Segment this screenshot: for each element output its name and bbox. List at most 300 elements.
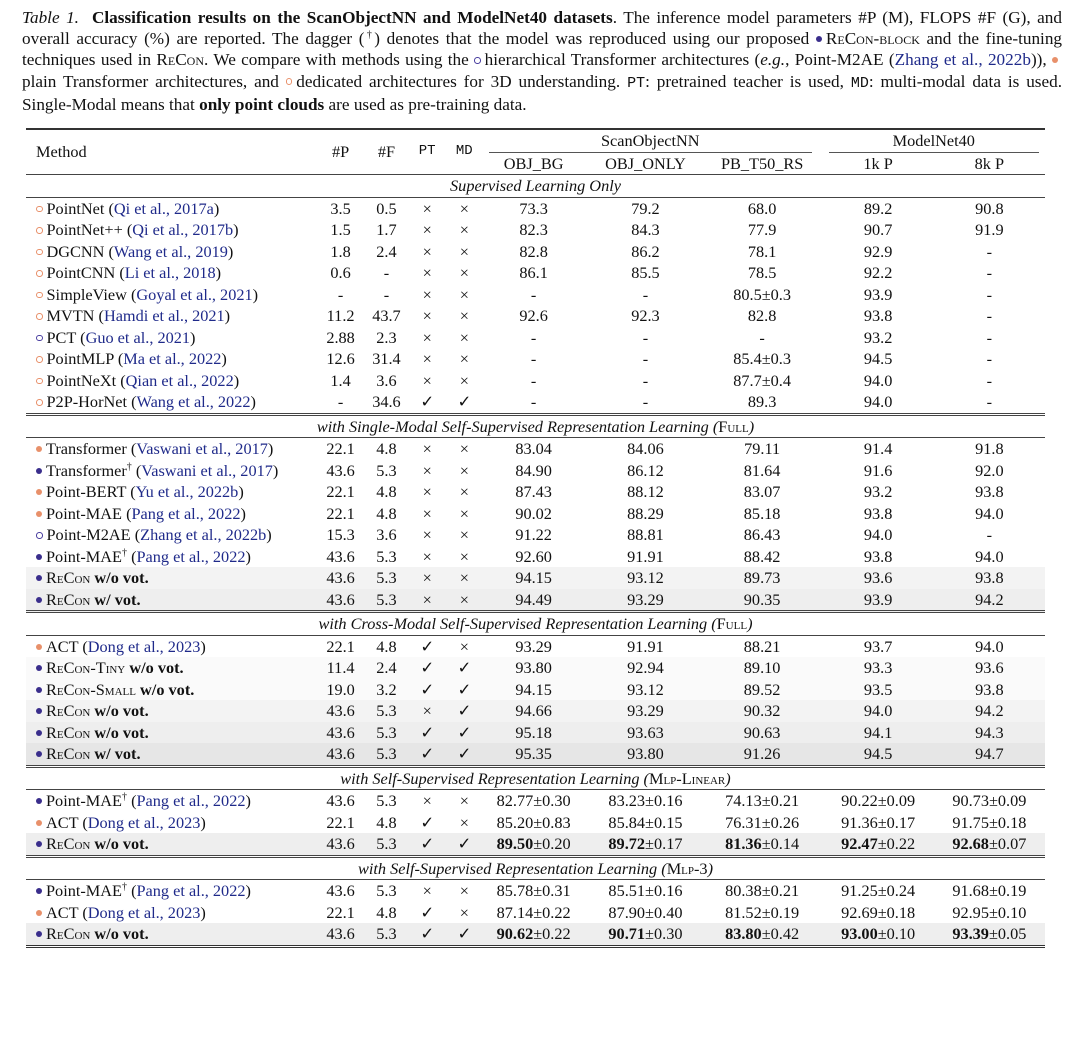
header-col: PB_T50_RS <box>720 153 804 173</box>
accuracy-cell: - <box>642 327 649 347</box>
citation-link[interactable]: Qi et al., 2017b <box>132 220 234 239</box>
accuracy-mean: 90.71 <box>608 924 646 943</box>
dagger-mark: † <box>122 881 127 893</box>
method-name: Point-M2AE <box>46 525 131 544</box>
flops-cell: 2.4 <box>376 241 397 261</box>
hollow-dot-orange-icon <box>36 378 43 385</box>
pt-cell: ✓ <box>420 636 434 656</box>
accuracy-cell: 88.81 <box>627 525 664 544</box>
md-cell: × <box>459 460 469 480</box>
accuracy-cell: 90.8 <box>975 198 1004 218</box>
params-cell: 22.1 <box>326 636 355 656</box>
accuracy-cell: 93.29 <box>627 701 664 720</box>
filled-dot-purple-icon <box>36 597 42 603</box>
accuracy-cell: 93.5 <box>863 679 893 699</box>
accuracy-cell: 88.42 <box>743 546 781 566</box>
flops-cell: 4.8 <box>376 636 397 656</box>
header-col: OBJ_BG <box>503 153 564 173</box>
accuracy-cell <box>707 833 818 856</box>
params-cell: - <box>337 284 344 304</box>
accuracy-cell: 89.10 <box>743 658 781 677</box>
citation-link[interactable]: Pang et al., 2022 <box>136 546 246 566</box>
method-name: ReCon <box>46 589 91 609</box>
method-cell <box>26 743 317 766</box>
flops-cell: 5.3 <box>376 722 397 742</box>
pt-cell: ✓ <box>420 658 434 677</box>
accuracy-cell: 74.13±0.21 <box>725 791 800 810</box>
md-cell: ✓ <box>457 701 472 720</box>
table-row <box>26 700 1045 722</box>
citation-link[interactable]: Zhang et al., 2022b <box>140 525 267 544</box>
accuracy-cell: - <box>986 327 993 347</box>
flops-cell: 3.2 <box>376 679 397 699</box>
md-cell: × <box>459 370 469 390</box>
accuracy-cell: 85.4±0.3 <box>733 349 791 368</box>
accuracy-cell <box>934 923 1045 946</box>
method-cell: PointCNN (Li et al., 2018) <box>26 262 317 284</box>
accuracy-cell: 93.8 <box>863 503 893 523</box>
method-name: Point-MAE <box>46 791 122 810</box>
pt-cell: ✓ <box>420 744 434 763</box>
md-cell: × <box>459 546 469 566</box>
filled-dot-purple-icon <box>36 708 42 714</box>
accuracy-cell: 94.1 <box>863 722 893 742</box>
pt-cell: × <box>422 241 432 261</box>
filled-dot-purple-icon <box>36 798 42 804</box>
accuracy-cell: 78.1 <box>747 241 777 261</box>
flops-cell: 31.4 <box>372 349 401 368</box>
accuracy-cell: 94.5 <box>863 744 893 763</box>
md-cell: × <box>459 568 469 587</box>
md-cell: × <box>459 220 469 239</box>
accuracy-cell: 89.2 <box>863 198 893 218</box>
method-name: ReCon-Small <box>46 679 136 699</box>
md-cell: × <box>459 482 469 501</box>
table-row <box>26 567 1045 589</box>
params-cell: 3.5 <box>330 198 351 218</box>
method-cell: ACT (Dong et al., 2023) <box>26 635 317 657</box>
accuracy-std: ±0.42 <box>761 924 800 943</box>
accuracy-cell: 85.84±0.15 <box>608 812 683 832</box>
md-cell: × <box>459 241 469 261</box>
accuracy-cell: - <box>642 284 649 304</box>
citation-link[interactable]: Qian et al., 2022 <box>125 370 234 390</box>
filled-dot-purple-icon <box>36 554 42 560</box>
flops-cell: 2.4 <box>376 658 397 677</box>
recon-marker-icon <box>816 36 822 42</box>
hollow-dot-purple-icon <box>36 335 43 342</box>
accuracy-cell: 85.51±0.16 <box>608 881 683 900</box>
accuracy-cell: 84.90 <box>515 460 552 480</box>
header-params: #P <box>317 129 364 175</box>
accuracy-cell: - <box>642 370 649 390</box>
md-cell: ✓ <box>457 679 472 699</box>
md-cell: × <box>459 636 469 656</box>
method-cell: Point-M2AE (Zhang et al., 2022b) <box>26 524 317 546</box>
params-cell: - <box>337 392 344 411</box>
citation-link[interactable]: Guo et al., 2021 <box>85 327 191 347</box>
flops-cell: 5.3 <box>376 881 397 900</box>
pt-cell: × <box>422 439 432 458</box>
table-row <box>26 348 1045 370</box>
accuracy-cell: 94.15 <box>515 679 552 699</box>
method-variant: w/ vot. <box>94 744 141 763</box>
citation-link[interactable]: Pang et al., 2022 <box>131 503 241 523</box>
section-title: with Single-Modal Self-Supervised Representation Learning <box>316 416 709 436</box>
table-row <box>26 790 1045 812</box>
section-protocol: Full <box>716 614 748 633</box>
method-cell: PointNet (Qi et al., 2017a) <box>26 197 317 219</box>
flops-cell: - <box>383 284 390 304</box>
filled-dot-orange-icon <box>36 644 42 650</box>
flops-cell: 5.3 <box>376 568 397 587</box>
accuracy-cell: 93.6 <box>863 568 893 587</box>
table-row <box>26 481 1045 503</box>
params-cell: 22.1 <box>326 482 355 501</box>
pt-cell: ✓ <box>420 679 434 699</box>
table-row <box>26 305 1045 327</box>
params-cell: 43.6 <box>326 834 355 853</box>
filled-dot-orange-icon <box>36 511 42 517</box>
method-cell <box>26 833 317 856</box>
accuracy-cell: - <box>530 327 537 347</box>
method-cell: SimpleView (Goyal et al., 2021) <box>26 284 317 306</box>
method-cell: Transformer (Vaswani et al., 2017) <box>26 438 317 460</box>
method-cell <box>26 722 317 744</box>
accuracy-cell <box>584 923 706 946</box>
method-name: ReCon <box>46 568 91 587</box>
caption-title: Classification results on the ScanObjectNN and ModelNet40 datasets <box>91 8 613 27</box>
accuracy-mean: 89.72 <box>608 834 646 853</box>
accuracy-cell: 82.77±0.30 <box>496 791 571 810</box>
pt-cell: ✓ <box>409 923 446 946</box>
method-cell: MVTN (Hamdi et al., 2021) <box>26 305 317 327</box>
accuracy-cell: 93.12 <box>627 679 664 699</box>
accuracy-cell: - <box>986 370 993 390</box>
citation-link[interactable]: Vaswani et al., 2017 <box>141 460 273 480</box>
method-name: PCT <box>46 327 77 347</box>
citation-link[interactable]: Dong et al., 2023 <box>87 636 201 656</box>
accuracy-cell: - <box>986 284 993 304</box>
table-row <box>26 370 1045 392</box>
method-name: SimpleView <box>46 284 127 304</box>
method-cell <box>26 700 317 722</box>
params-cell: 12.6 <box>326 349 355 368</box>
accuracy-cell: 79.2 <box>631 198 660 218</box>
accuracy-cell: - <box>986 349 993 368</box>
citation-link[interactable]: Dong et al., 2023 <box>87 902 201 922</box>
pt-cell: × <box>422 482 432 501</box>
method-name: PointNet++ <box>46 220 123 239</box>
accuracy-cell: 93.8 <box>975 568 1004 587</box>
accuracy-cell: 85.20±0.83 <box>496 812 571 832</box>
pt-cell: × <box>422 263 432 282</box>
table-row <box>26 241 1045 263</box>
pt-cell: × <box>422 460 432 480</box>
method-cell: PointNet++ (Qi et al., 2017b) <box>26 219 317 241</box>
table-row <box>26 635 1045 657</box>
md-cell: × <box>459 812 469 832</box>
flops-cell: 4.8 <box>376 482 397 501</box>
table-row <box>26 589 1045 612</box>
accuracy-std: ±0.10 <box>877 924 916 943</box>
accuracy-cell: 81.52±0.19 <box>725 902 800 922</box>
accuracy-cell: 94.0 <box>863 370 893 390</box>
flops-cell: 2.3 <box>376 327 397 347</box>
flops-cell: 5.3 <box>376 834 397 853</box>
filled-dot-orange-icon <box>36 446 42 452</box>
accuracy-cell: 91.8 <box>975 439 1004 458</box>
hollow-dot-purple-icon <box>36 532 43 539</box>
accuracy-cell: 82.8 <box>519 241 548 261</box>
method-cell: PointMLP (Ma et al., 2022) <box>26 348 317 370</box>
method-cell: P2P-HorNet (Wang et al., 2022) <box>26 391 317 414</box>
accuracy-std: ±0.20 <box>533 834 571 853</box>
pt-cell: × <box>422 701 432 720</box>
citation-link[interactable]: Yu et al., 2022b <box>135 482 239 501</box>
md-cell: × <box>459 198 469 218</box>
citation-link[interactable]: Goyal et al., 2021 <box>136 284 253 304</box>
accuracy-cell: 87.43 <box>515 482 552 501</box>
accuracy-cell: 90.35 <box>743 589 781 609</box>
dagger-mark: † <box>122 791 127 803</box>
method-cell: PointNeXt (Qian et al., 2022) <box>26 370 317 392</box>
method-cell <box>26 589 317 612</box>
table-row <box>26 197 1045 219</box>
accuracy-cell: 85.78±0.31 <box>496 881 571 900</box>
filled-dot-purple-icon <box>36 687 42 693</box>
accuracy-cell <box>823 923 934 946</box>
pt-cell: × <box>422 791 432 810</box>
citation-link[interactable]: Qi et al., 2017a <box>113 198 214 218</box>
accuracy-cell: 93.9 <box>863 589 893 609</box>
accuracy-cell: 84.3 <box>631 220 660 239</box>
accuracy-cell: 93.29 <box>627 589 664 609</box>
accuracy-cell: 90.63 <box>743 722 781 742</box>
section-protocol: Full <box>718 416 749 436</box>
header-col: 1k P <box>863 153 893 173</box>
pt-cell: × <box>422 568 432 587</box>
accuracy-cell: - <box>530 370 537 390</box>
md-cell: × <box>459 589 469 609</box>
table-row <box>26 219 1045 241</box>
accuracy-cell: 94.15 <box>515 568 552 587</box>
method-cell: ACT (Dong et al., 2023) <box>26 902 317 924</box>
filled-dot-purple-icon <box>36 888 42 894</box>
accuracy-cell: 76.31±0.26 <box>725 812 800 832</box>
flops-cell: 34.6 <box>372 392 401 411</box>
accuracy-cell <box>707 923 818 946</box>
accuracy-cell: 93.8 <box>863 546 893 566</box>
accuracy-mean: 83.80 <box>725 924 762 943</box>
citation-link[interactable]: Pang et al., 2022 <box>136 881 246 900</box>
pt-cell: × <box>422 220 432 239</box>
section-header: with Self-Supervised Representation Learning (Mlp-3) <box>26 856 1045 880</box>
accuracy-cell: 95.18 <box>515 722 552 742</box>
accuracy-cell: 93.8 <box>975 482 1004 501</box>
accuracy-cell: 94.0 <box>863 701 893 720</box>
accuracy-cell: 91.6 <box>863 460 893 480</box>
method-variant: w/o vot. <box>94 722 149 742</box>
accuracy-cell: 91.9 <box>975 220 1004 239</box>
accuracy-cell: 78.5 <box>747 263 777 282</box>
accuracy-cell <box>483 923 584 946</box>
params-cell: 43.6 <box>326 460 355 480</box>
results-table <box>26 128 1045 948</box>
filled-dot-purple-icon <box>36 931 42 937</box>
accuracy-cell: 92.95±0.10 <box>952 902 1027 922</box>
citation-link[interactable]: Vaswani et al., 2017 <box>136 439 268 458</box>
accuracy-cell: 88.12 <box>627 482 664 501</box>
table-row <box>26 722 1045 744</box>
params-cell: 15.3 <box>326 525 355 544</box>
accuracy-cell: 93.2 <box>863 327 893 347</box>
accuracy-cell: - <box>530 284 537 304</box>
method-name: ReCon <box>46 924 91 943</box>
citation-link[interactable]: Hamdi et al., 2021 <box>103 306 225 325</box>
accuracy-cell: 68.0 <box>747 198 777 218</box>
params-cell: 43.6 <box>326 722 355 742</box>
accuracy-cell: - <box>642 392 649 411</box>
params-cell: 1.4 <box>330 370 351 390</box>
method-name: ReCon-Tiny <box>46 658 126 677</box>
params-cell: 43.6 <box>326 568 355 587</box>
params-cell: 43.6 <box>326 546 355 566</box>
hollow-dot-orange-icon <box>36 249 43 256</box>
table-row <box>26 657 1045 679</box>
citation-link[interactable]: Ma et al., 2022 <box>123 349 222 368</box>
params-cell: 43.6 <box>326 881 355 900</box>
md-cell: ✓ <box>446 923 483 946</box>
accuracy-mean: 92.47 <box>841 834 878 853</box>
table-row <box>26 679 1045 701</box>
citation-link[interactable]: Dong et al., 2023 <box>87 812 201 832</box>
accuracy-cell: 90.22±0.09 <box>841 791 916 810</box>
method-variant: w/o vot. <box>140 679 195 699</box>
accuracy-cell: 80.38±0.21 <box>725 881 800 900</box>
citation-link[interactable]: Pang et al., 2022 <box>136 791 246 810</box>
table-body <box>26 175 1045 947</box>
accuracy-cell: 91.22 <box>515 525 552 544</box>
method-name: PointCNN <box>46 263 116 282</box>
accuracy-cell: 93.2 <box>863 482 893 501</box>
filled-dot-orange-icon <box>36 820 42 826</box>
accuracy-cell: - <box>986 263 993 282</box>
table-row <box>26 743 1045 766</box>
params-cell: 11.4 <box>326 658 355 677</box>
table-row <box>26 391 1045 414</box>
accuracy-cell: - <box>986 306 993 325</box>
flops-cell: 3.6 <box>376 370 397 390</box>
method-name: ReCon <box>46 701 91 720</box>
method-name: PointMLP <box>46 349 114 368</box>
pt-cell: × <box>422 198 432 218</box>
table-caption: Table 1. Classification results on the ScanObjectNN and ModelNet40 datasets. The inference model parameters #P (M), FLOPS #F (G), and overall accuracy (%) are reported. The dagger (†) denotes that the model was reproduced using our proposed ReCon-block and the fine-tuning techniques used in ReCon. We compare with methods using the hierarchical Transformer architectures (e.g., Point-M2AE (Zhang et al., 2022b)), plain Transformer architectures, and dedicated architectures for 3D understanding. PT: pretrained teacher is used, MD: multi-modal data is used. Single-Modal means that only point clouds are used as pre-training data. <box>22 8 1063 114</box>
accuracy-cell: 88.29 <box>627 503 664 523</box>
accuracy-cell: 93.80 <box>627 744 664 763</box>
flops-cell: 5.3 <box>376 589 397 609</box>
accuracy-std: ±0.05 <box>988 924 1027 943</box>
accuracy-cell: 89.3 <box>747 392 777 411</box>
citation-link[interactable]: Zhang et al., 2022b <box>894 50 1031 70</box>
accuracy-cell <box>823 833 934 856</box>
accuracy-cell: 91.91 <box>627 636 664 656</box>
method-name: DGCNN <box>46 241 105 261</box>
filled-dot-purple-icon <box>36 751 42 757</box>
accuracy-mean: 89.50 <box>496 834 534 853</box>
accuracy-cell: 93.80 <box>515 658 552 677</box>
method-name: P2P-HorNet <box>46 392 127 411</box>
method-variant: w/ vot. <box>94 589 141 609</box>
accuracy-cell: 92.9 <box>863 241 893 261</box>
flops-cell: 3.6 <box>376 525 397 544</box>
method-name: ReCon <box>46 834 91 853</box>
table-row <box>26 923 1045 946</box>
accuracy-cell: 80.5±0.3 <box>733 284 791 304</box>
pt-cell: ✓ <box>420 812 434 832</box>
flops-cell: 5.3 <box>376 701 397 720</box>
header-row-groups <box>26 129 1045 153</box>
method-name: ReCon <box>46 744 91 763</box>
accuracy-cell: 93.12 <box>627 568 664 587</box>
md-cell: × <box>459 503 469 523</box>
md-cell: ✓ <box>457 722 472 742</box>
method-name: ACT <box>46 636 79 656</box>
method-cell: DGCNN (Wang et al., 2019) <box>26 241 317 263</box>
hierarchical-marker-icon <box>474 57 481 64</box>
accuracy-cell <box>584 833 706 856</box>
header-col: OBJ_ONLY <box>605 153 686 173</box>
accuracy-std: ±0.22 <box>877 834 916 853</box>
method-variant: w/o vot. <box>94 924 149 943</box>
citation-link[interactable]: Wang et al., 2022 <box>136 392 251 411</box>
method-name: Point-MAE <box>46 881 122 900</box>
filled-dot-orange-icon <box>36 489 42 495</box>
md-cell: × <box>459 349 469 368</box>
accuracy-cell: 83.07 <box>743 482 781 501</box>
accuracy-cell: 88.21 <box>743 636 781 656</box>
flops-cell: 5.3 <box>376 744 397 763</box>
accuracy-cell: 94.0 <box>863 392 893 411</box>
method-cell: Point-MAE† (Pang et al., 2022) <box>26 790 317 812</box>
accuracy-std: ±0.30 <box>645 924 683 943</box>
params-cell: 19.0 <box>326 679 355 699</box>
md-cell: × <box>459 881 469 900</box>
hollow-dot-orange-icon <box>36 356 43 363</box>
accuracy-cell: 95.35 <box>515 744 552 763</box>
method-cell: PCT (Guo et al., 2021) <box>26 327 317 349</box>
method-name: MVTN <box>46 306 95 325</box>
table-row <box>26 880 1045 902</box>
accuracy-mean: 93.00 <box>841 924 878 943</box>
section-protocol: Mlp-Linear <box>648 768 726 788</box>
pt-cell: × <box>422 370 432 390</box>
accuracy-cell: 93.29 <box>515 636 552 656</box>
method-name: ACT <box>46 902 79 922</box>
pt-cell: × <box>422 306 432 325</box>
accuracy-cell: 90.7 <box>863 220 893 239</box>
section-header: with Cross-Modal Self-Supervised Representation Learning (Full) <box>26 612 1045 636</box>
citation-link[interactable]: Wang et al., 2019 <box>113 241 228 261</box>
method-name: Point-MAE <box>46 546 122 566</box>
accuracy-cell: 92.0 <box>975 460 1004 480</box>
accuracy-cell: 83.04 <box>515 439 552 458</box>
accuracy-cell: 86.12 <box>627 460 664 480</box>
plain-marker-icon <box>1052 57 1058 63</box>
citation-link[interactable]: Li et al., 2018 <box>124 263 216 282</box>
accuracy-mean: 90.62 <box>496 924 534 943</box>
accuracy-mean: 92.68 <box>952 834 989 853</box>
